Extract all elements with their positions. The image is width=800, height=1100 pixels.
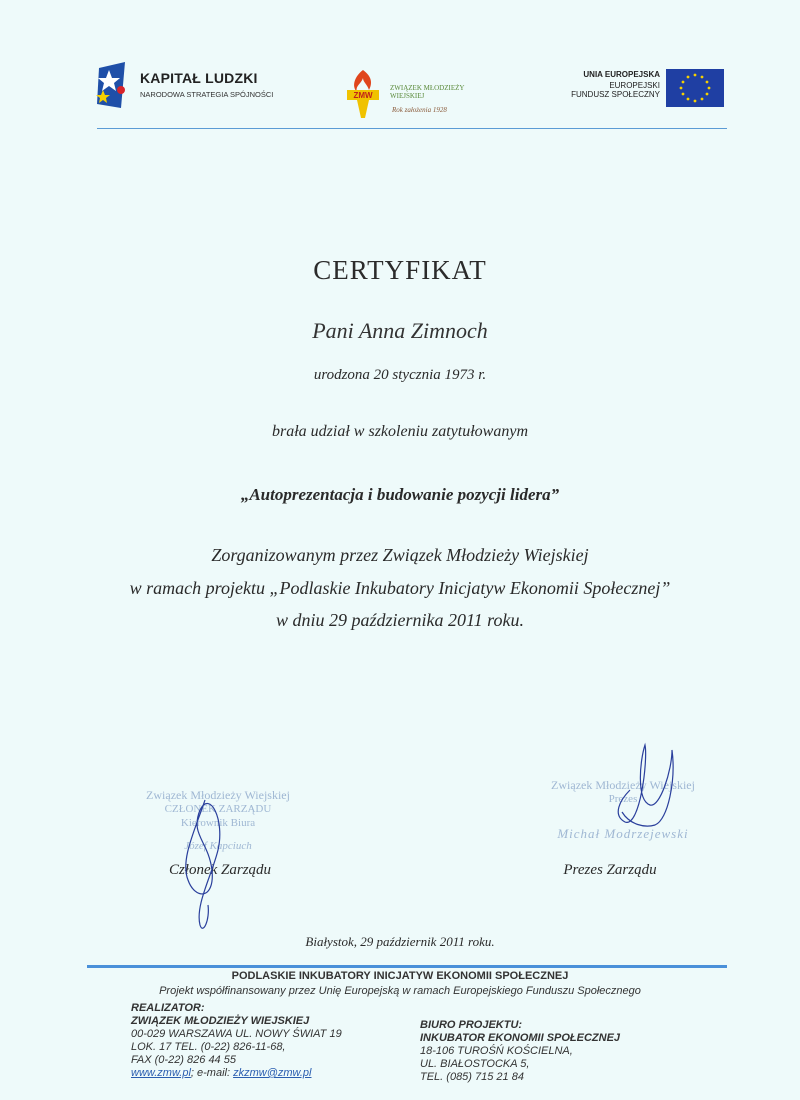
eu-line-2: FUNDUSZ SPOŁECZNY <box>571 90 660 99</box>
biuro-name: INKUBATOR EKONOMII SPOŁECZNEJ <box>420 1032 621 1044</box>
header-divider <box>97 128 727 129</box>
realizator-label: REALIZATOR: <box>131 1002 205 1014</box>
organizer-line-1: Zorganizowanym przez Związek Młodzieży Wiejskiej <box>211 545 589 565</box>
kapital-ludzki-logo-icon <box>95 60 133 110</box>
eu-title: UNIA EUROPEJSKA <box>583 70 660 79</box>
organizer-line-2: w ramach projektu „Podlaskie Inkubatory Inicjatyw Ekonomii Społecznej” <box>129 578 671 598</box>
biuro-phone: TEL. (085) 715 21 84 <box>420 1071 524 1083</box>
kapital-ludzki-title: KAPITAŁ LUDZKI <box>140 70 258 86</box>
realizator-name: ZWIĄZEK MŁODZIEŻY WIEJSKIEJ <box>131 1015 310 1027</box>
biuro-address-2: UL. BIAŁOSTOCKA 5, <box>420 1058 530 1070</box>
email-link[interactable]: zkzmw@zmw.pl <box>233 1067 312 1079</box>
place-and-date: Białystok, 29 październik 2011 roku. <box>305 934 495 949</box>
right-stamp-line-1: Związek Młodzieży Wiejskiej <box>551 778 695 792</box>
zmw-torch-logo-icon <box>343 68 383 120</box>
biuro-label: BIURO PROJEKTU: <box>420 1019 523 1031</box>
zmw-logo-name <box>390 84 500 100</box>
left-stamp-line-3: Kierownik Biura <box>180 817 256 829</box>
website-link[interactable]: www.zmw.pl <box>131 1067 191 1079</box>
left-signatory-role: Członek Zarządu <box>168 862 272 878</box>
right-stamp-line-2: Prezes <box>608 793 638 805</box>
right-signatory-role: Prezes Zarządu <box>563 862 657 878</box>
biuro-block <box>420 1019 620 1084</box>
left-stamp-line-4: Józef Kapciuch <box>184 840 252 852</box>
organizer-line-3: w dniu 29 października 2011 roku. <box>276 610 524 630</box>
eu-line-1: EUROPEJSKI <box>609 81 660 90</box>
biuro-address-1: 18-106 TUROŚŃ KOŚCIELNA, <box>420 1045 573 1057</box>
realizator-fax: FAX (0-22) 826 44 55 <box>131 1054 236 1066</box>
email-label: ; e-mail: <box>190 1067 234 1079</box>
eu-flag-icon <box>666 69 724 107</box>
footer-title: PODLASKIE INKUBATORY INICJATYW EKONOMII SPOŁECZNEJ <box>231 970 569 982</box>
zmw-name-line-1: ZWIĄZEK MŁODZIEŻY <box>390 84 465 92</box>
left-stamp-line-1: Związek Młodzieży Wiejskiej <box>146 788 290 802</box>
birth-date: urodzona 20 stycznia 1973 r. <box>313 367 487 383</box>
certificate-title: CERTYFIKAT <box>313 255 487 285</box>
footer-subtitle: Projekt współfinansowany przez Unię Europejską w ramach Europejskiego Funduszu Społecznego <box>159 985 641 997</box>
course-title: „Autoprezentacja i budowanie pozycji lidera” <box>240 485 560 504</box>
right-stamp-line-3: Michał Modrzejewski <box>557 826 689 841</box>
left-stamp-line-2: CZŁONEK ZARZĄDU <box>164 803 272 815</box>
zmw-founded-year: Rok założenia 1928 <box>392 106 447 114</box>
realizator-address: 00-029 WARSZAWA UL. NOWY ŚWIAT 19 LOK. 17 TEL. (0-22) 826-11-68, <box>131 1028 342 1053</box>
kapital-ludzki-subtitle: NARODOWA STRATEGIA SPÓJNOŚCI <box>140 90 274 99</box>
recipient-name: Pani Anna Zimnoch <box>312 318 488 343</box>
zmw-abbr: ZMW <box>353 91 373 100</box>
zmw-name-line-2: WIEJSKIEJ <box>390 92 425 100</box>
realizator-block <box>131 1002 361 1080</box>
footer-divider <box>87 965 727 968</box>
participation-text: brała udział w szkoleniu zatytułowanym <box>272 423 528 440</box>
